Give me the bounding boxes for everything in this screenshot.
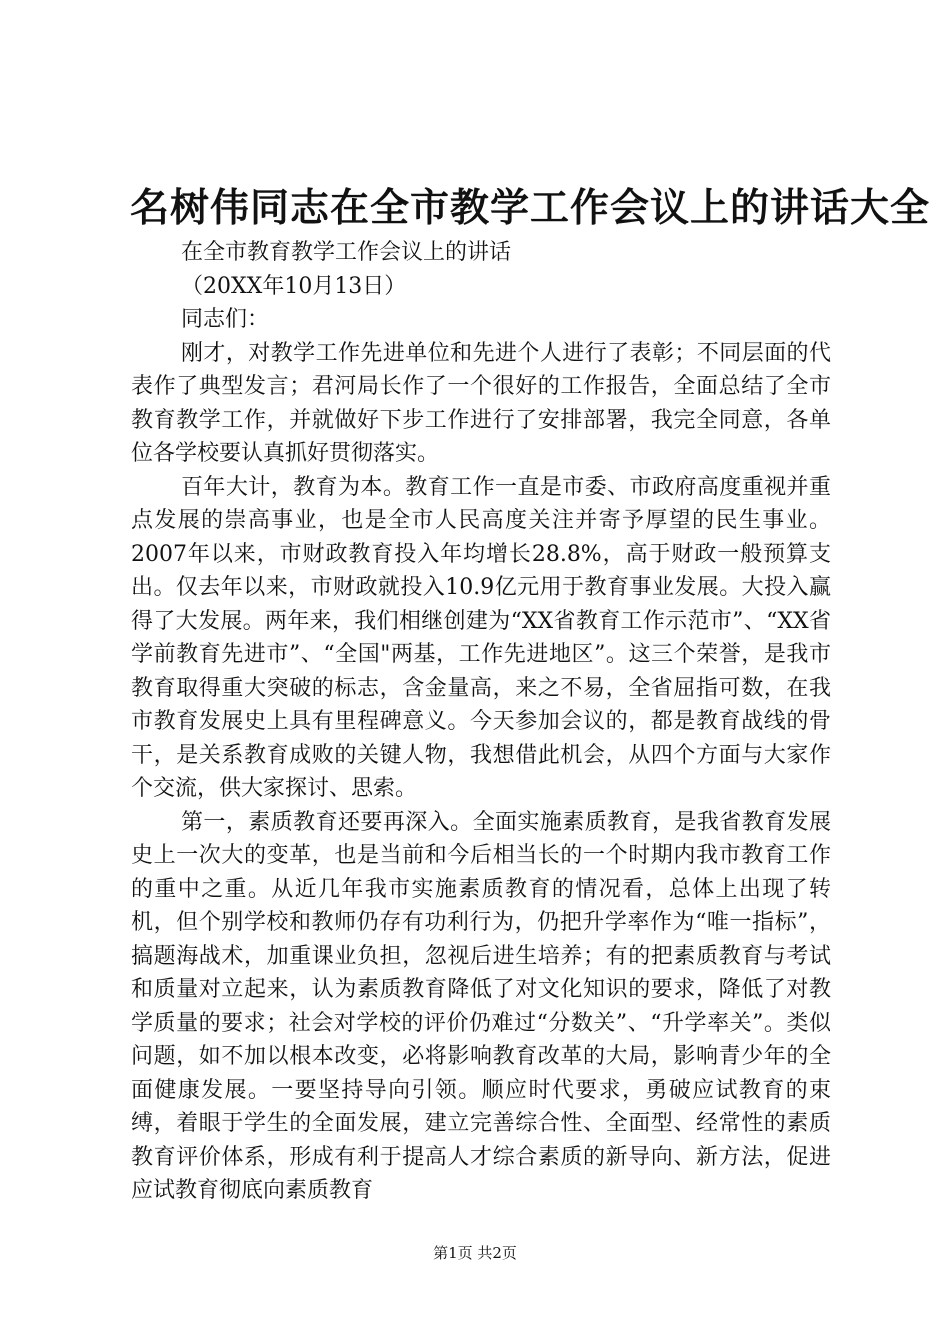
salutation: 同志们：: [181, 307, 270, 332]
paragraph-2: 百年大计，教育为本。教育工作一直是市委、市政府高度重视并重点发展的崇高事业，也是全市人民高度关注并寄予厚望的民生事业。2007年以来，市财政教育投入年均增长28.8%，高于财政一般预算支出。仅去年以来，市财政就投入10.9亿元用于教育事业发展。大投入赢得了大发展。两年来，我们相继创建为“XX省教育工作示范市”、“XX省学前教育先进市”、“全国"两基，工作先进地区”。这三个荣誉，是我市教育取得重大突破的标志，含金量高，来之不易，全省屈指可数，在我市教育发展史上具有里程碑意义。今天参加会议的，都是教育战线的骨干，是关系教育成败的关键人物，我想借此机会，从四个方面与大家作个交流，供大家探讨、思索。: [131, 474, 831, 801]
paragraph-1: 刚才，对教学工作先进单位和先进个人进行了表彰；不同层面的代表作了典型发言；君河局长作了一个很好的工作报告，全面总结了全市教育教学工作，并就做好下步工作进行了安排部署，我完全同意，各单位各学校要认真抓好贯彻落实。: [131, 340, 831, 466]
document-title: 名树伟同志在全市教学工作会议上的讲话大全: [130, 186, 931, 231]
document-body: [131, 236, 831, 1208]
speech-subtitle: 在全市教育教学工作会议上的讲话: [181, 240, 512, 265]
page-footer: 第1页 共2页: [433, 1244, 517, 1262]
speech-date: （20XX年10月13日）: [181, 273, 407, 299]
paragraph-3: 第一，素质教育还要再深入。全面实施素质教育，是我省教育发展史上一次大的变革，也是当前和今后相当长的一个时期内我市教育工作的重中之重。从近几年我市实施素质教育的情况看，总体上出现了转机，但个别学校和教师仍存有功利行为，仍把升学率作为“唯一指标”，搞题海战术，加重课业负担，忽视后进生培养；有的把素质教育与考试和质量对立起来，认为素质教育降低了对文化知识的要求，降低了对教学质量的要求；社会对学校的评价仍难过“分数关”、“升学率关”。类似问题，如不加以根本改变，必将影响教育改革的大局，影响青少年的全面健康发展。一要坚持导向引领。顺应时代要求，勇破应试教育的束缚，着眼于学生的全面发展，建立完善综合性、全面型、经常性的素质教育评价体系，形成有利于提高人才综合素质的新导向、新方法，促进应试教育彻底向素质教育: [131, 809, 831, 1203]
